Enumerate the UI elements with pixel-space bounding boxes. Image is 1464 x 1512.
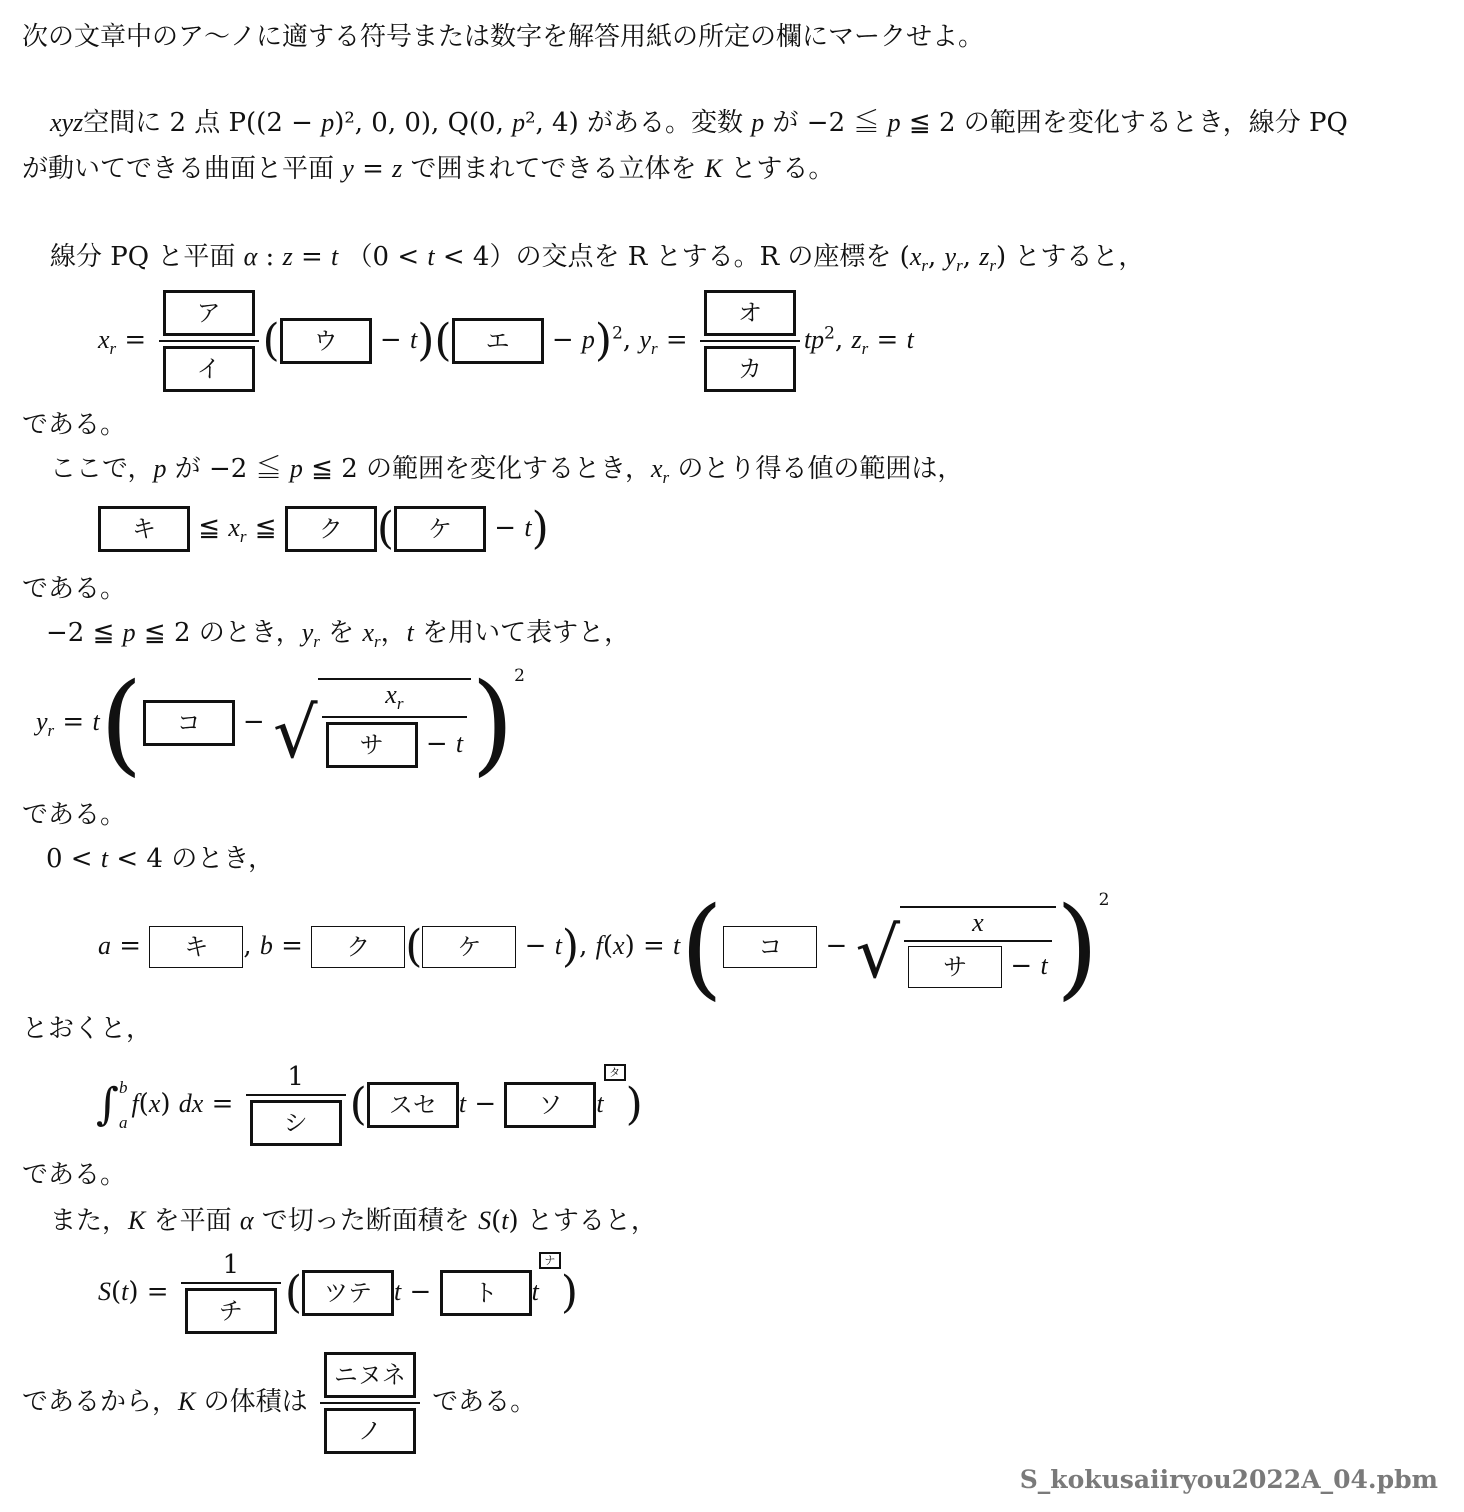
answer-box-suse[interactable]: スセ [367, 1082, 459, 1128]
text-yr-intro: −2 ≦ p ≦ 2 のとき，$y_r$ を $x_r$，t を用いて表すと， [46, 618, 631, 652]
problem-paragraph-1-line-1: xyz空間に 2 点 P((2 − p)², 0, 0), Q(0, p², 4) がある。変数 p が −2 ≦ p ≦ 2 の範囲を変化するとき，線分 PQ [50, 108, 1348, 138]
answer-box-ta[interactable]: タ [604, 1064, 626, 1081]
answer-box-shi[interactable]: シ [250, 1100, 342, 1146]
ref-box-ku: ク [311, 926, 405, 968]
formula-st: S(t) = $\frac{1}{\text{チ}}$ ( ツテ t − ト tナ) [98, 1252, 578, 1334]
instruction-text: 次の文章中のア～ノに適する符号または数字を解答用紙の所定の欄にマークせよ。 [22, 22, 985, 52]
text-okuto: とおくと， [22, 1014, 153, 1044]
answer-box-o[interactable]: オ [704, 290, 796, 336]
text-cross-section: また，K を平面 α で切った断面積を S(t) とすると， [50, 1206, 657, 1236]
formula-range: キ ≦ $x_r$ ≦ ク ( ケ − t) [98, 506, 549, 552]
formula-coordinates: $x_r$ = $\frac{\text{ア}}{\text{イ}}$ ( ウ − t)( エ − p)$^2$, $y_r$ = $\frac{\text{オ}}{\text{カ}}$ $tp^2$, $z_r = t$ [98, 290, 914, 392]
formula-integral: ∫ b a f(x) dx = $\frac{1}{\text{シ}}$ ( スセ t − ソ tタ) [96, 1064, 643, 1146]
formula-abf: a = キ , b = ク ( ケ − t), f(x) = t( コ − √ $\frac{x}{\text{サ − t}}$ )$^2$ [98, 883, 1110, 1011]
ref-box-ki: キ [149, 926, 243, 968]
answer-box-no[interactable]: ノ [324, 1408, 416, 1454]
problem-paragraph-1-line-2: が動いてできる曲面と平面 y = z で囲まれてできる立体を K とする。 [22, 154, 835, 184]
text-t-cond: 0 < t < 4 のとき， [46, 844, 275, 874]
answer-box-ki[interactable]: キ [98, 506, 190, 552]
formula-yr: $y_r = t$( コ − √ $\frac{x_r}{\text{サ − t}}$ )$^2$ [36, 659, 525, 787]
answer-box-e[interactable]: エ [452, 318, 544, 364]
text-range-intro: ここで，p が −2 ≦ p ≦ 2 の範囲を変化するとき，$x_r$ のとり得る値の範囲は， [50, 454, 964, 488]
ref-box-ko: コ [723, 926, 817, 968]
answer-box-ka[interactable]: カ [704, 346, 796, 392]
answer-box-tsute[interactable]: ツテ [302, 1270, 394, 1316]
answer-box-ke[interactable]: ケ [394, 506, 486, 552]
answer-box-sa[interactable]: サ [326, 722, 418, 768]
answer-box-i[interactable]: イ [163, 346, 255, 392]
answer-box-ko[interactable]: コ [143, 700, 235, 746]
ref-box-sa: サ [908, 946, 1002, 988]
text-dearu-4: である。 [22, 1160, 127, 1190]
ref-box-ke: ケ [422, 926, 516, 968]
answer-box-to[interactable]: ト [440, 1270, 532, 1316]
answer-box-ninune[interactable]: ニヌネ [324, 1352, 416, 1398]
text-dearu-3: である。 [22, 800, 127, 830]
answer-box-so[interactable]: ソ [504, 1082, 596, 1128]
answer-box-a[interactable]: ア [163, 290, 255, 336]
fraction-one: 1 [287, 1062, 304, 1092]
text-dearu-2: である。 [22, 574, 127, 604]
text-volume: であるから，K の体積は $\frac{\text{ニヌネ}}{\text{ノ}}$ である。 [22, 1352, 536, 1454]
fraction-one-2: 1 [222, 1250, 240, 1280]
answer-box-na[interactable]: ナ [539, 1252, 561, 1269]
text-dearu-1: である。 [22, 410, 127, 440]
answer-box-ku[interactable]: ク [285, 506, 377, 552]
footer-filename: S_kokusaiiryou2022A_04.pbm [1019, 1465, 1438, 1494]
answer-box-chi[interactable]: チ [185, 1288, 277, 1334]
problem-paragraph-2: 線分 PQ と平面 α : z = t （0 < t < 4）の交点を R とする。R の座標を ($x_r$, $y_r$, $z_r$) とすると， [50, 242, 1145, 276]
answer-box-u[interactable]: ウ [280, 318, 372, 364]
